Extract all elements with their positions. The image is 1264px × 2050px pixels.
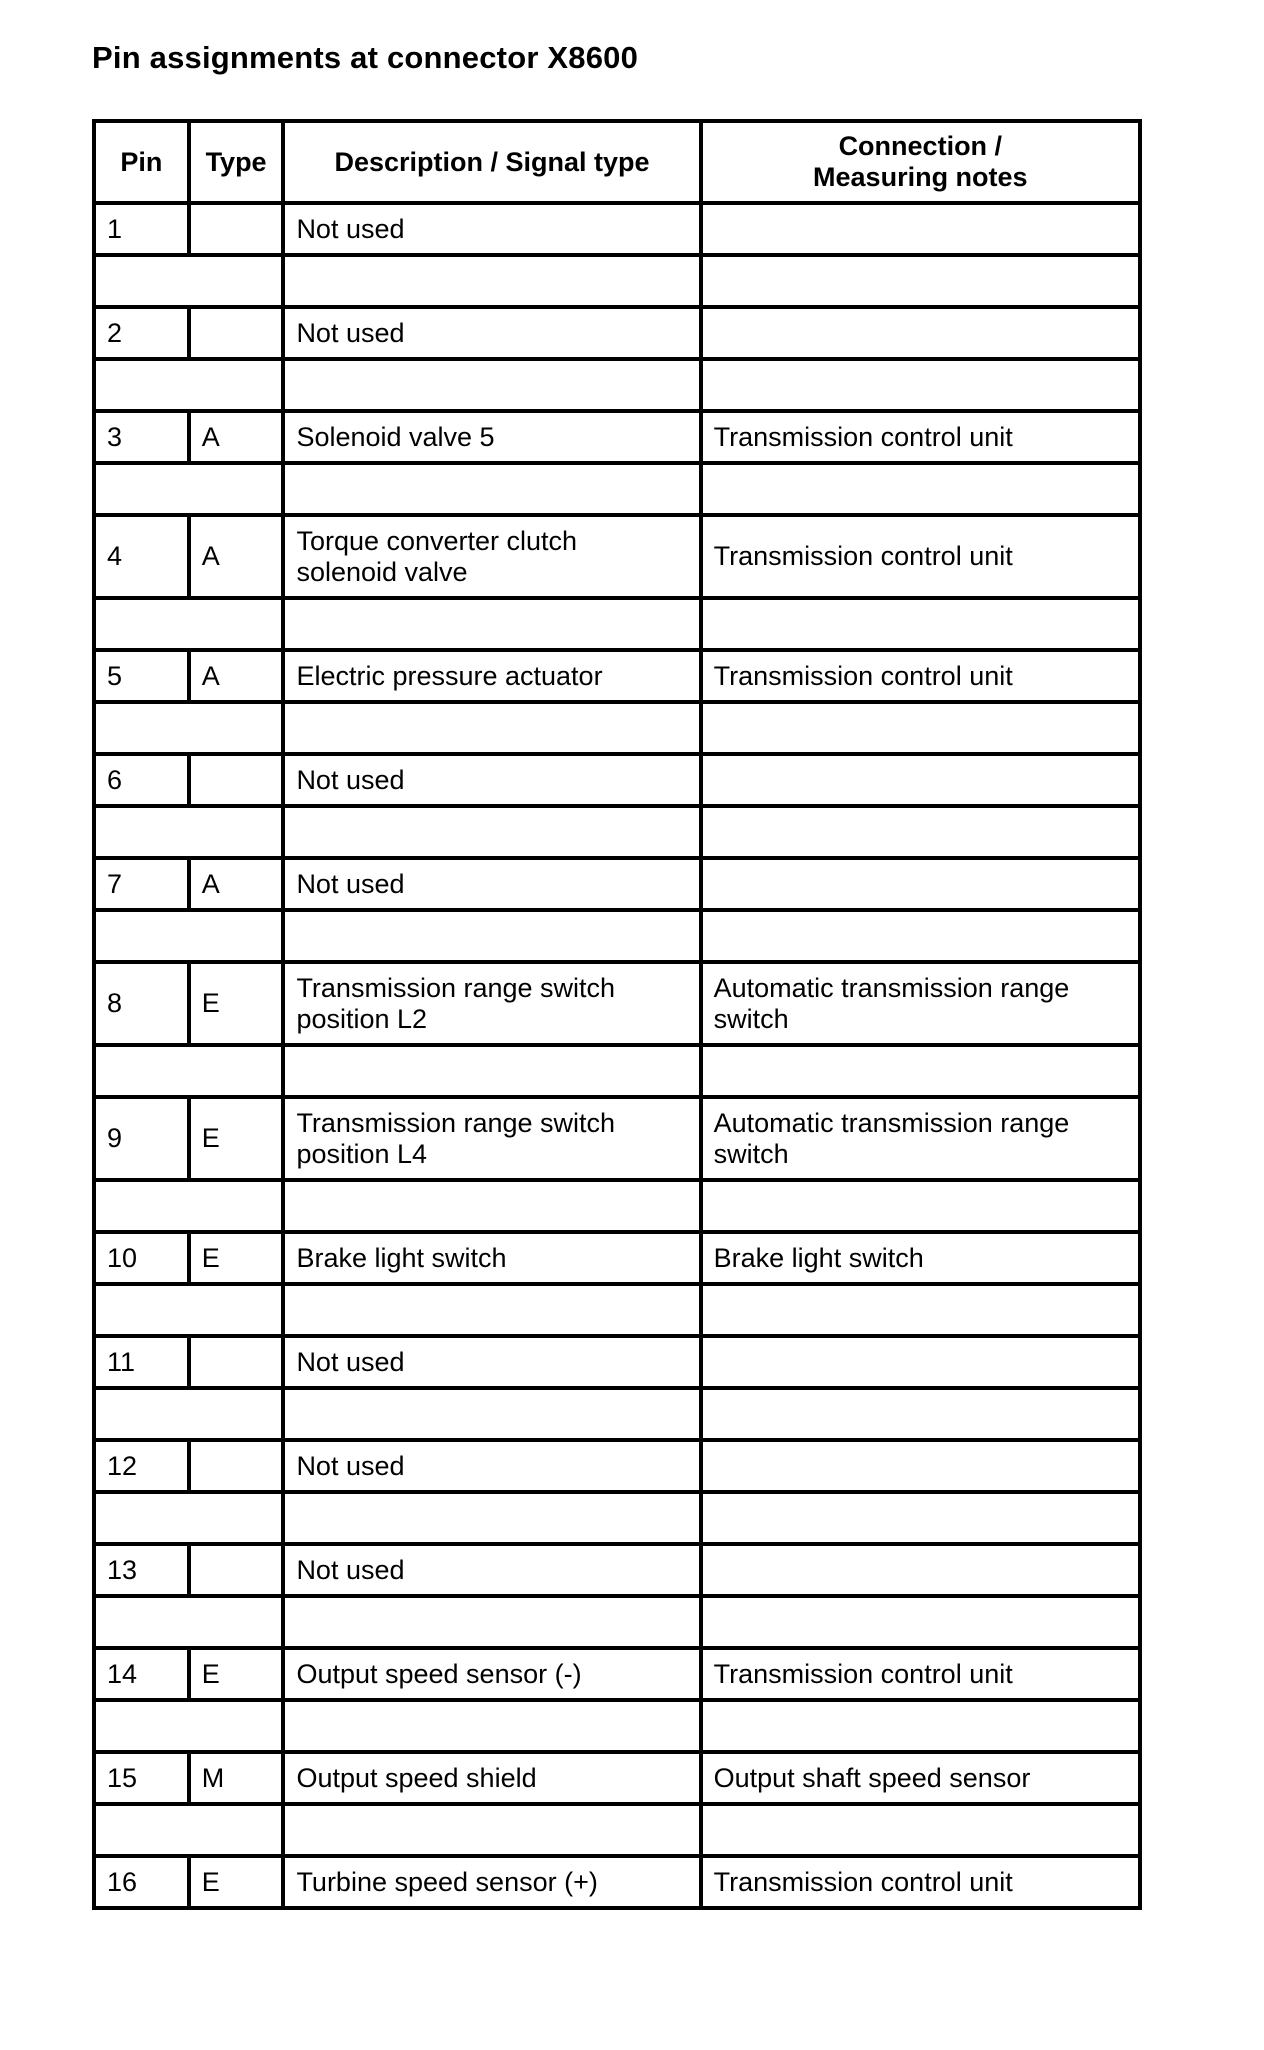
table-row <box>94 858 1140 910</box>
spacer-cell <box>701 1045 1140 1097</box>
description-cell-line: Solenoid valve 5 <box>296 421 495 452</box>
connection-cell-line: Transmission control unit <box>713 421 1013 452</box>
spacer-row <box>94 1804 1140 1856</box>
description-cell-line: Torque converter clutch <box>296 525 578 556</box>
spacer-row <box>94 702 1140 754</box>
description-cell <box>283 1097 700 1180</box>
pin-cell: 7 <box>94 858 189 910</box>
connection-cell <box>701 411 1140 463</box>
type-cell: A <box>189 411 284 463</box>
type-cell <box>189 1336 284 1388</box>
spacer-cell <box>701 1284 1140 1336</box>
description-cell <box>283 962 700 1045</box>
table-row <box>94 515 1140 598</box>
pin-cell: 5 <box>94 650 189 702</box>
pin-cell: 6 <box>94 754 189 806</box>
table-row <box>94 1544 1140 1596</box>
spacer-row <box>94 1596 1140 1648</box>
type-cell <box>189 1544 284 1596</box>
page-title: Pin assignments at connector X8600 <box>92 40 639 75</box>
connection-cell <box>701 858 1140 910</box>
connection-cell <box>701 307 1140 359</box>
description-cell-line: Turbine speed sensor (+) <box>296 1866 598 1897</box>
spacer-cell <box>701 255 1140 307</box>
description-cell-line: Output speed shield <box>296 1762 537 1793</box>
pin-cell: 1 <box>94 203 189 255</box>
description-cell-line: Output speed sensor (-) <box>296 1658 582 1689</box>
connection-cell-line: Transmission control unit <box>713 660 1013 691</box>
table-row <box>94 1440 1140 1492</box>
pin-cell: 4 <box>94 515 189 598</box>
table-row <box>94 203 1140 255</box>
header-connection-line: Connection / <box>838 131 1003 161</box>
spacer-cell <box>283 598 700 650</box>
table-header-row <box>94 121 1140 203</box>
description-cell <box>283 515 700 598</box>
connection-cell-line: Automatic transmission range <box>713 1107 1070 1138</box>
spacer-cell <box>283 463 700 515</box>
spacer-cell <box>283 359 700 411</box>
connection-cell-line: Automatic transmission range <box>713 972 1070 1003</box>
pin-cell: 13 <box>94 1544 189 1596</box>
spacer-row <box>94 1045 1140 1097</box>
pin-cell: 2 <box>94 307 189 359</box>
spacer-row <box>94 598 1140 650</box>
connection-cell-line: Transmission control unit <box>713 541 1013 571</box>
description-cell-line: Not used <box>296 1450 405 1481</box>
spacer-cell <box>94 598 283 650</box>
connection-cell <box>701 754 1140 806</box>
connection-cell-line: Brake light switch <box>713 1242 924 1273</box>
spacer-cell <box>94 463 283 515</box>
spacer-cell <box>701 463 1140 515</box>
spacer-row <box>94 1180 1140 1232</box>
connection-cell <box>701 650 1140 702</box>
type-cell: A <box>189 650 284 702</box>
connection-cell <box>701 515 1140 598</box>
pin-cell: 16 <box>94 1856 189 1908</box>
spacer-row <box>94 255 1140 307</box>
description-cell-line: Not used <box>296 764 405 795</box>
spacer-cell <box>701 1492 1140 1544</box>
type-cell: M <box>189 1752 284 1804</box>
table-row <box>94 650 1140 702</box>
connection-cell <box>701 1544 1140 1596</box>
spacer-cell <box>283 255 700 307</box>
description-cell <box>283 411 700 463</box>
type-cell: E <box>189 962 284 1045</box>
header-pin: Pin <box>94 121 189 203</box>
pin-cell: 8 <box>94 962 189 1045</box>
spacer-cell <box>283 806 700 858</box>
description-cell <box>283 1440 700 1492</box>
table-row <box>94 1232 1140 1284</box>
connection-cell-line: Transmission control unit <box>713 1658 1013 1689</box>
spacer-cell <box>94 1388 283 1440</box>
spacer-cell <box>701 598 1140 650</box>
spacer-cell <box>94 359 283 411</box>
spacer-cell <box>94 1700 283 1752</box>
spacer-cell <box>701 910 1140 962</box>
description-cell-line: Not used <box>296 1346 405 1377</box>
description-cell-line: Transmission range switch <box>296 1107 616 1138</box>
spacer-cell <box>94 255 283 307</box>
type-cell <box>189 307 284 359</box>
spacer-cell <box>94 702 283 754</box>
description-cell <box>283 1648 700 1700</box>
spacer-cell <box>701 359 1140 411</box>
spacer-cell <box>283 1388 700 1440</box>
spacer-cell <box>701 1388 1140 1440</box>
spacer-cell <box>94 1284 283 1336</box>
description-cell-line: position L4 <box>296 1138 428 1169</box>
connection-cell <box>701 1232 1140 1284</box>
pin-cell: 12 <box>94 1440 189 1492</box>
spacer-cell <box>701 1700 1140 1752</box>
description-cell <box>283 650 700 702</box>
pin-cell: 9 <box>94 1097 189 1180</box>
spacer-cell <box>94 910 283 962</box>
spacer-cell <box>94 1804 283 1856</box>
type-cell: E <box>189 1232 284 1284</box>
pin-cell: 15 <box>94 1752 189 1804</box>
header-connection <box>701 121 1140 203</box>
spacer-row <box>94 1700 1140 1752</box>
spacer-cell <box>94 1180 283 1232</box>
spacer-row <box>94 463 1140 515</box>
spacer-cell <box>283 1804 700 1856</box>
connection-cell <box>701 1440 1140 1492</box>
spacer-cell <box>283 1492 700 1544</box>
pin-cell: 14 <box>94 1648 189 1700</box>
table-row <box>94 307 1140 359</box>
spacer-row <box>94 1388 1140 1440</box>
spacer-cell <box>283 1045 700 1097</box>
connection-cell <box>701 1097 1140 1180</box>
type-cell <box>189 1440 284 1492</box>
connection-cell <box>701 1336 1140 1388</box>
connection-cell <box>701 962 1140 1045</box>
spacer-cell <box>94 1596 283 1648</box>
connection-cell <box>701 1856 1140 1908</box>
spacer-cell <box>94 806 283 858</box>
table-row <box>94 962 1140 1045</box>
description-cell <box>283 858 700 910</box>
connection-cell <box>701 203 1140 255</box>
spacer-cell <box>701 1180 1140 1232</box>
description-cell-line: Not used <box>296 213 405 244</box>
connection-cell-line: Transmission control unit <box>713 1866 1013 1897</box>
description-cell <box>283 1752 700 1804</box>
pin-assignment-table <box>92 119 1142 1910</box>
description-cell-line: position L2 <box>296 1003 428 1034</box>
type-cell: E <box>189 1648 284 1700</box>
type-cell: A <box>189 858 284 910</box>
spacer-row <box>94 806 1140 858</box>
table-body <box>94 203 1140 1908</box>
connection-cell-line: switch <box>713 1003 789 1034</box>
description-cell <box>283 1544 700 1596</box>
table-row <box>94 1752 1140 1804</box>
spacer-row <box>94 910 1140 962</box>
description-cell-line: Electric pressure actuator <box>296 660 603 691</box>
description-cell-line: Not used <box>296 1554 405 1585</box>
description-cell <box>283 1856 700 1908</box>
description-cell <box>283 1336 700 1388</box>
connection-cell <box>701 1752 1140 1804</box>
spacer-cell <box>701 1596 1140 1648</box>
spacer-cell <box>283 910 700 962</box>
type-cell: E <box>189 1856 284 1908</box>
table-row <box>94 1648 1140 1700</box>
type-cell <box>189 754 284 806</box>
description-cell-line: solenoid valve <box>296 556 468 587</box>
table-row <box>94 1856 1140 1908</box>
pin-cell: 10 <box>94 1232 189 1284</box>
description-cell <box>283 754 700 806</box>
connection-cell <box>701 1648 1140 1700</box>
spacer-cell <box>701 702 1140 754</box>
description-cell-line: Brake light switch <box>296 1242 507 1273</box>
connection-cell-line: Output shaft speed sensor <box>713 1762 1031 1793</box>
description-cell <box>283 203 700 255</box>
type-cell: A <box>189 515 284 598</box>
connection-cell-line: switch <box>713 1138 789 1169</box>
spacer-cell <box>701 1804 1140 1856</box>
table-row <box>94 411 1140 463</box>
type-cell: E <box>189 1097 284 1180</box>
description-cell-line: Transmission range switch <box>296 972 616 1003</box>
spacer-cell <box>283 1700 700 1752</box>
header-type: Type <box>189 121 284 203</box>
type-cell <box>189 203 284 255</box>
spacer-row <box>94 359 1140 411</box>
description-cell-line: Not used <box>296 317 405 348</box>
spacer-cell <box>283 1284 700 1336</box>
description-cell-line: Not used <box>296 868 405 899</box>
pin-cell: 3 <box>94 411 189 463</box>
spacer-cell <box>283 1180 700 1232</box>
spacer-row <box>94 1492 1140 1544</box>
description-cell <box>283 307 700 359</box>
spacer-cell <box>283 702 700 754</box>
header-description: Description / Signal type <box>283 121 700 203</box>
header-connection-line: Measuring notes <box>813 162 1028 192</box>
spacer-row <box>94 1284 1140 1336</box>
table-row <box>94 1097 1140 1180</box>
description-cell <box>283 1232 700 1284</box>
spacer-cell <box>283 1596 700 1648</box>
spacer-cell <box>94 1492 283 1544</box>
table-row <box>94 1336 1140 1388</box>
spacer-cell <box>701 806 1140 858</box>
spacer-cell <box>94 1045 283 1097</box>
table-row <box>94 754 1140 806</box>
pin-cell: 11 <box>94 1336 189 1388</box>
